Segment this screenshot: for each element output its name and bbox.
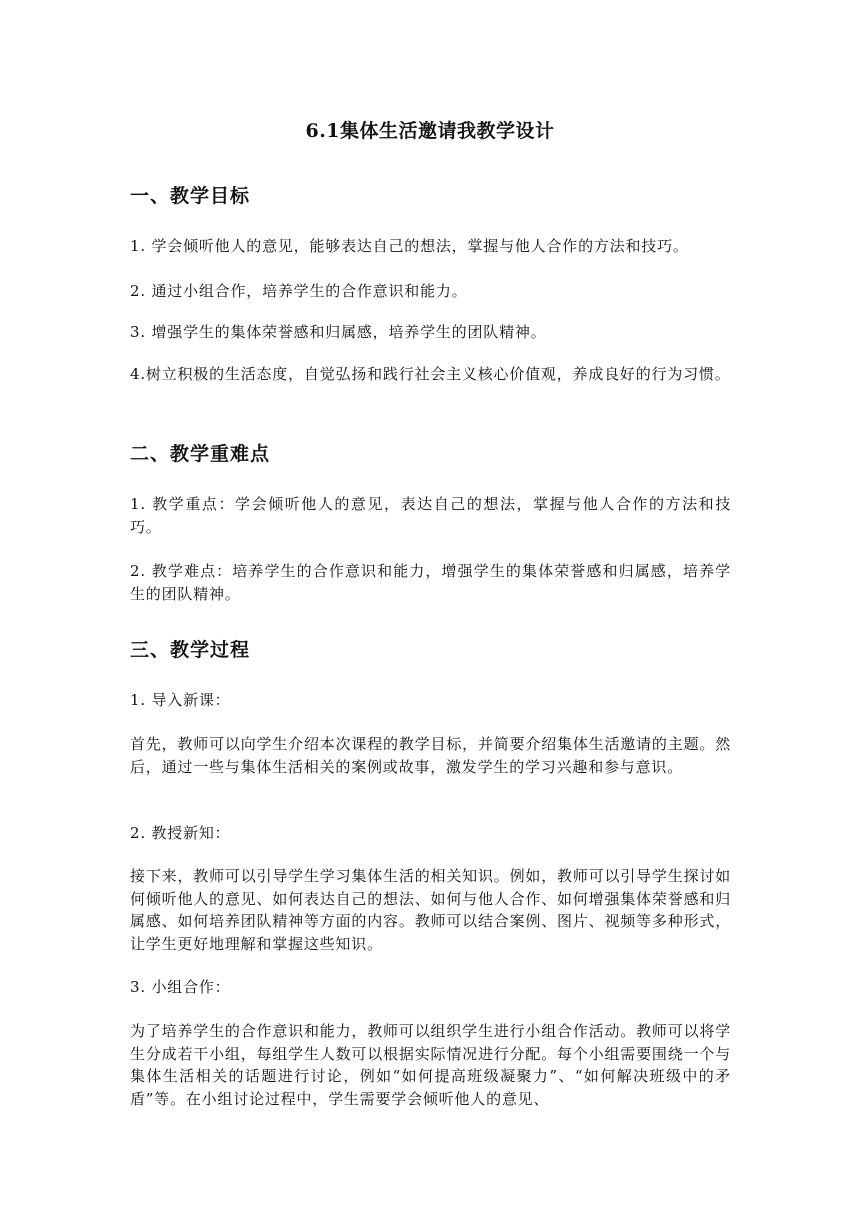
section-heading-process: 三、教学过程 — [130, 639, 251, 661]
section-heading-key-points: 二、教学重难点 — [130, 443, 271, 465]
key-point-item-1: 1. 教学重点：学会倾听他人的意见，表达自己的想法，掌握与他人合作的方法和技巧。 — [130, 495, 731, 536]
process-step-body-2: 接下来，教师可以引导学生学习集体生活的相关知识。例如，教师可以引导学生探讨如何倾听他人的意见、如何表达自己的想法、如何与他人合作、如何增强集体荣誉感和归属感、如何培养团队精神等方面的内容。教师可以结合案例、图片、视频等多种形式，让学生更好地理解和掌握这些知识。 — [130, 867, 731, 953]
process-step-body-1: 首先，教师可以向学生介绍本次课程的教学目标，并简要介绍集体生活邀请的主题。然后，通过一些与集体生活相关的案例或故事，激发学生的学习兴趣和参与意识。 — [130, 735, 731, 776]
process-step-body-3: 为了培养学生的合作意识和能力，教师可以组织学生进行小组合作活动。教师可以将学生分成若干小组，每组学生人数可以根据实际情况进行分配。每个小组需要围绕一个与集体生活相关的话题进行讨论，例如“如何提高班级凝聚力”、“如何解决班级中的矛盾”等。在小组讨论过程中，学生需要学会倾听他人的意见、 — [130, 1022, 731, 1108]
process-step-heading-3: 3. 小组合作： — [130, 978, 231, 996]
process-step-heading-2: 2. 教授新知： — [130, 824, 231, 842]
key-point-item-2: 2. 教学难点：培养学生的合作意识和能力，增强学生的集体荣誉感和归属感，培养学生的团队精神。 — [130, 562, 731, 603]
objective-item-1: 1. 学会倾听他人的意见，能够表达自己的想法，掌握与他人合作的方法和技巧。 — [130, 237, 689, 255]
objective-item-3: 3. 增强学生的集体荣誉感和归属感，培养学生的团队精神。 — [130, 323, 547, 341]
objective-item-2: 2. 通过小组合作，培养学生的合作意识和能力。 — [130, 282, 468, 300]
document-title: 6.1集体生活邀请我教学设计 — [305, 120, 555, 142]
objective-item-4: 4.树立积极的生活态度，自觉弘扬和践行社会主义核心价值观，养成良好的行为习惯。 — [130, 365, 731, 383]
section-heading-objectives: 一、教学目标 — [130, 185, 251, 207]
process-step-heading-1: 1. 导入新课： — [130, 691, 231, 709]
